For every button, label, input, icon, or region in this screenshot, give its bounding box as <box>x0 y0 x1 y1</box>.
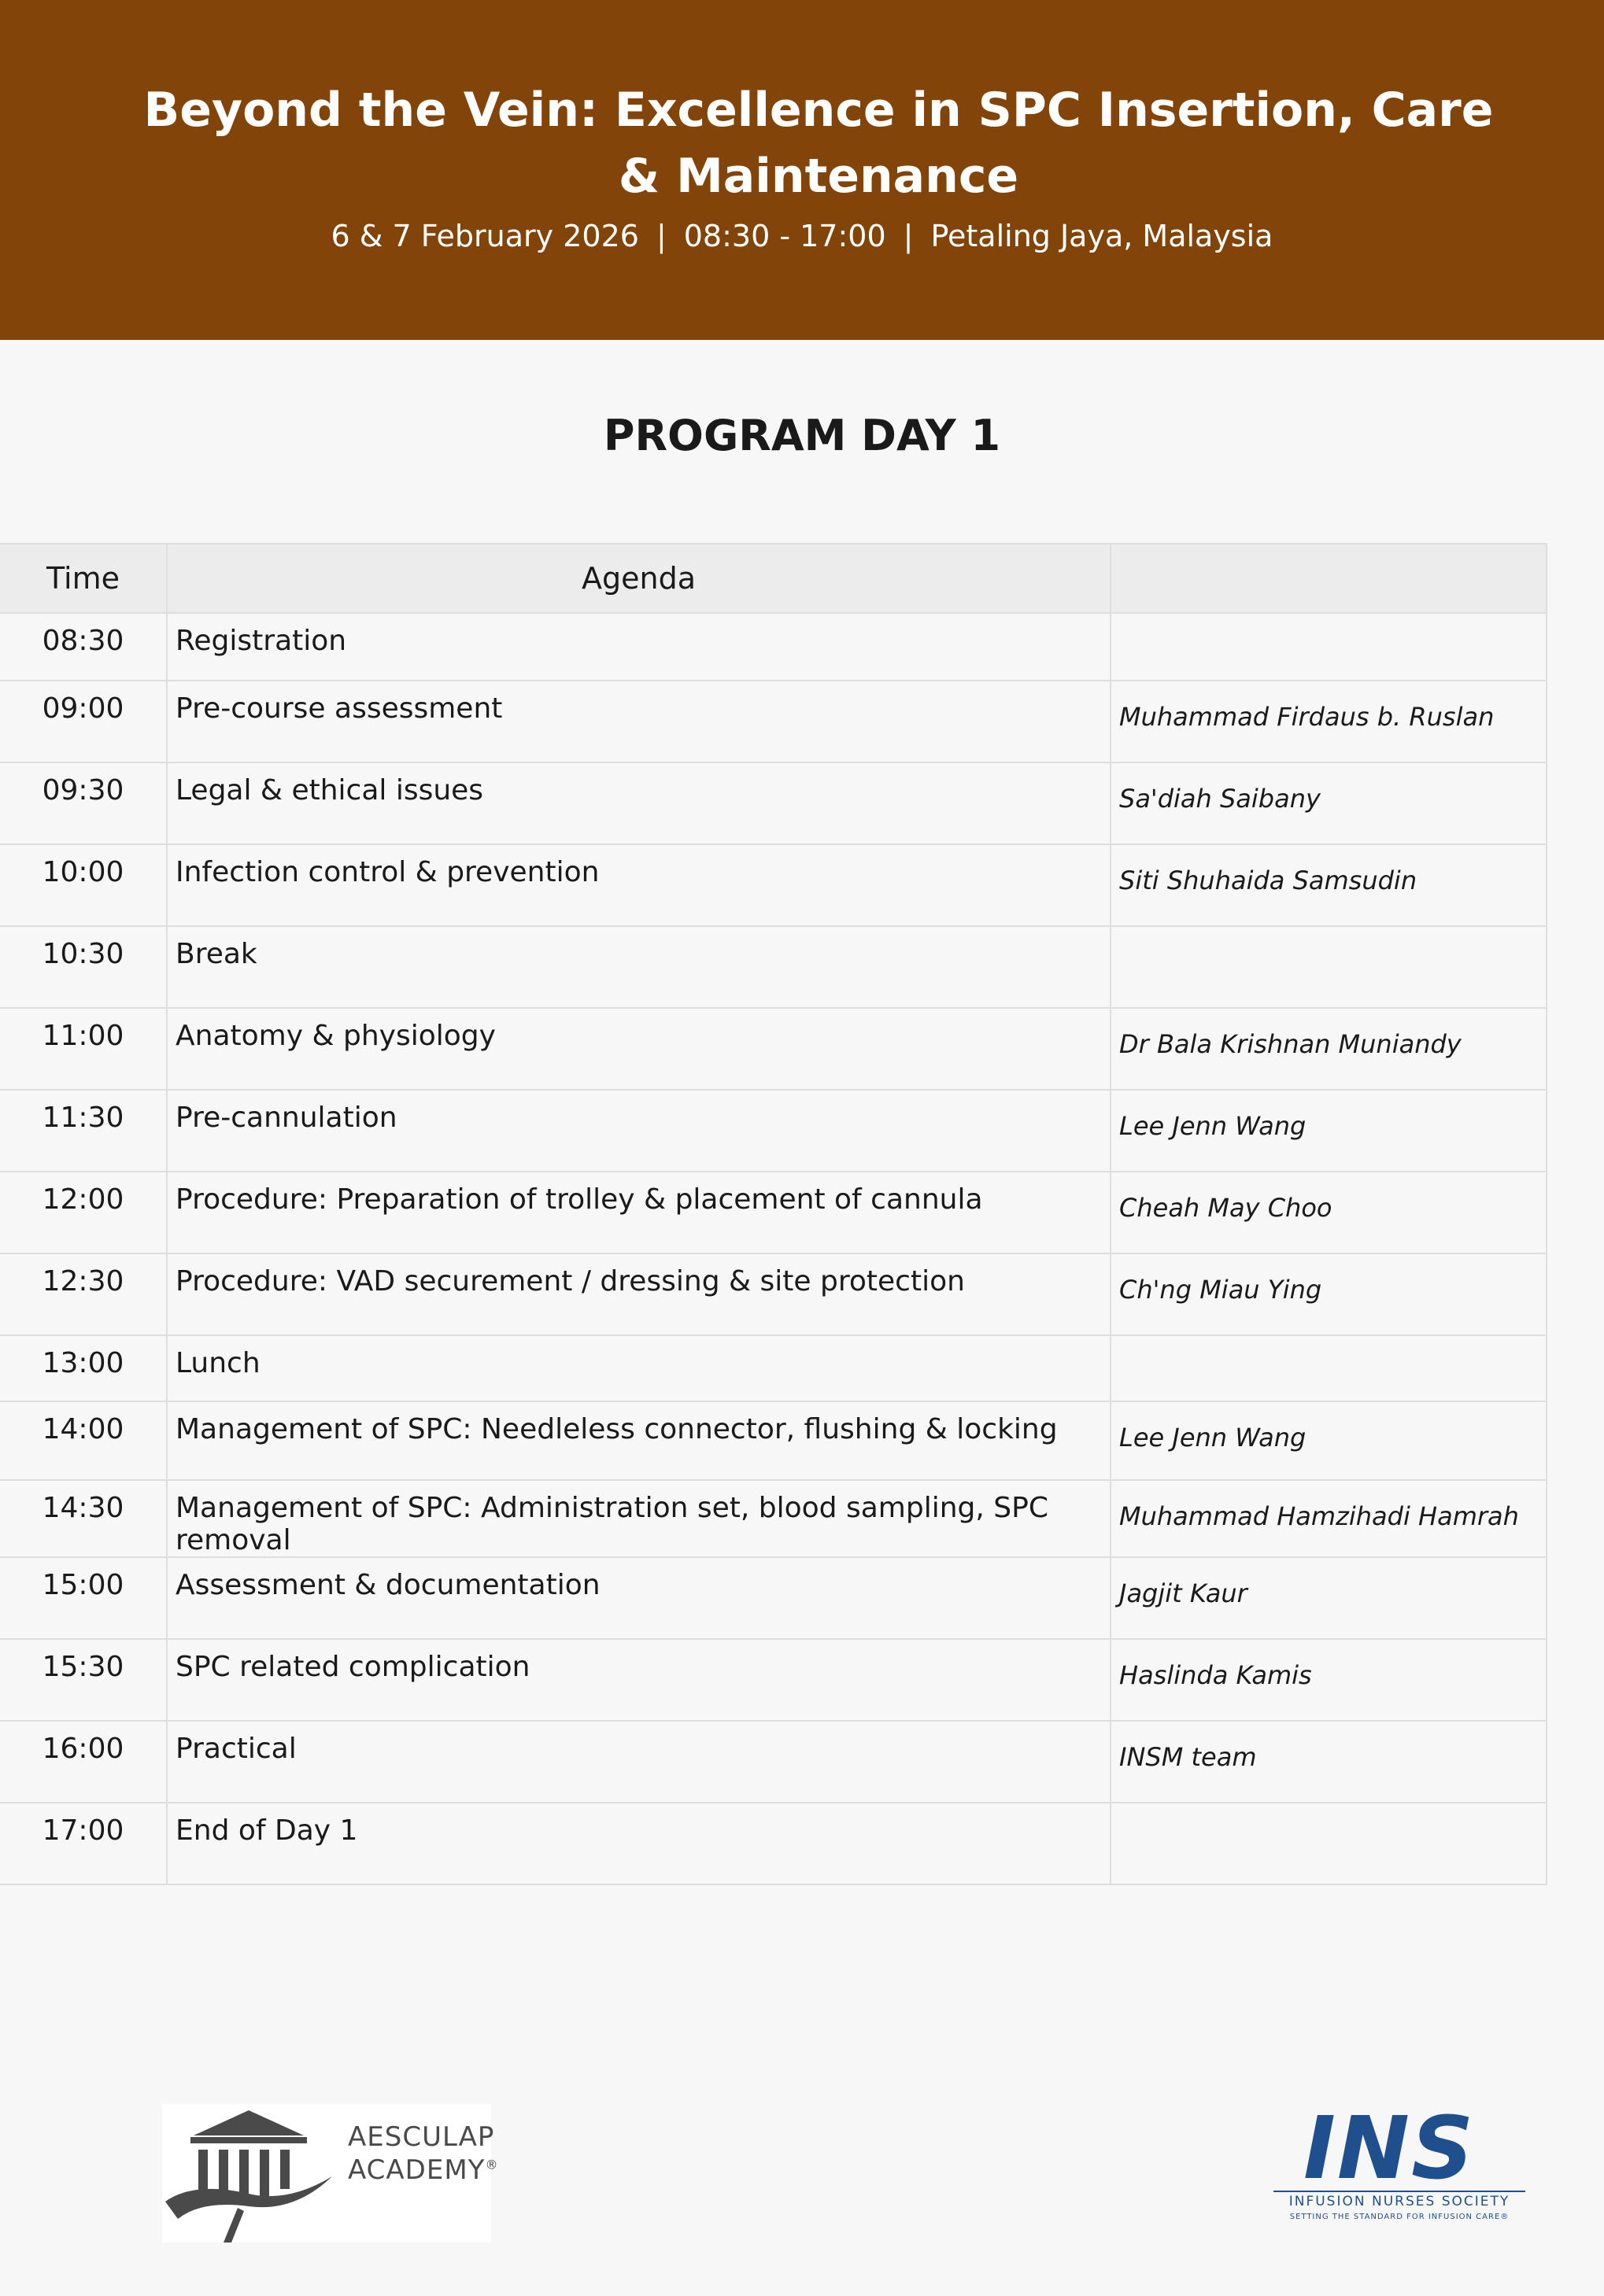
table-row <box>0 681 1547 762</box>
time-cell: 08:30 <box>0 613 167 681</box>
time-cell: 13:00 <box>0 1335 167 1401</box>
speaker-cell: INSM team <box>1111 1721 1547 1803</box>
agenda-item-cell: Break <box>167 926 1111 1008</box>
agenda-item-cell: Pre-course assessment <box>167 681 1111 762</box>
speaker-cell <box>1111 926 1547 1008</box>
event-details <box>0 214 1604 258</box>
agenda-item-cell: SPC related complication <box>167 1639 1111 1721</box>
time-cell: 09:00 <box>0 681 167 762</box>
agenda-item-cell: Pre-cannulation <box>167 1090 1111 1172</box>
time-cell: 14:00 <box>0 1401 167 1480</box>
ins-tagline: SETTING THE STANDARD FOR INFUSION CARE® <box>1289 2213 1510 2221</box>
event-dates: 6 & 7 February 2026 <box>331 219 639 253</box>
speaker-cell: Siti Shuhaida Samsudin <box>1111 844 1547 926</box>
time-cell: 11:30 <box>0 1090 167 1172</box>
ins-logo <box>1267 2098 1527 2227</box>
table-header-row <box>0 544 1547 613</box>
table-row <box>0 1335 1547 1401</box>
time-column-header: Time <box>0 544 167 613</box>
table-row <box>0 762 1547 844</box>
speaker-column-header <box>1111 544 1547 613</box>
ins-wordmark: INS <box>1303 2098 1476 2198</box>
agenda-item-cell: Management of SPC: Administration set, blood sampling, SPC removal <box>167 1480 1111 1557</box>
speaker-cell: Muhammad Firdaus b. Ruslan <box>1111 681 1547 762</box>
speaker-cell: Dr Bala Krishnan Muniandy <box>1111 1008 1547 1090</box>
time-cell: 11:00 <box>0 1008 167 1090</box>
speaker-cell: Muhammad Hamzihadi Hamrah <box>1111 1480 1547 1557</box>
separator: | <box>903 219 914 253</box>
agenda-rows <box>0 613 1547 1884</box>
time-cell: 16:00 <box>0 1721 167 1803</box>
aesculap-temple-icon <box>162 2104 335 2242</box>
speaker-cell: Lee Jenn Wang <box>1111 1090 1547 1172</box>
table-row <box>0 1090 1547 1172</box>
agenda-item-cell: Registration <box>167 613 1111 681</box>
agenda-item-cell: Procedure: Preparation of trolley & placement of cannula <box>167 1172 1111 1253</box>
table-row <box>0 844 1547 926</box>
table-row <box>0 1557 1547 1639</box>
agenda-item-cell: Legal & ethical issues <box>167 762 1111 844</box>
event-title: Beyond the Vein: Excellence in SPC Insertion, Care & Maintenance <box>143 83 1494 204</box>
time-cell: 10:00 <box>0 844 167 926</box>
agenda-item-cell: End of Day 1 <box>167 1803 1111 1884</box>
time-cell: 12:30 <box>0 1253 167 1335</box>
agenda-item-cell: Management of SPC: Needleless connector, flushing & locking <box>167 1401 1111 1480</box>
event-header <box>0 0 1604 340</box>
table-row <box>0 1008 1547 1090</box>
time-cell: 12:00 <box>0 1172 167 1253</box>
program-title: PROGRAM DAY 1 <box>603 411 1001 460</box>
aesculap-academy-logo <box>162 2104 499 2242</box>
agenda-item-cell: Anatomy & physiology <box>167 1008 1111 1090</box>
speaker-cell <box>1111 1803 1547 1884</box>
agenda-item-cell: Assessment & documentation <box>167 1557 1111 1639</box>
time-cell: 10:30 <box>0 926 167 1008</box>
table-row <box>0 1639 1547 1721</box>
table-row <box>0 1480 1547 1557</box>
agenda-item-cell: Lunch <box>167 1335 1111 1401</box>
event-location: Petaling Jaya, Malaysia <box>930 219 1273 253</box>
table-row <box>0 1253 1547 1335</box>
table-row <box>0 1803 1547 1884</box>
agenda-item-cell: Infection control & prevention <box>167 844 1111 926</box>
speaker-cell: Sa'diah Saibany <box>1111 762 1547 844</box>
time-cell: 15:30 <box>0 1639 167 1721</box>
speaker-cell <box>1111 613 1547 681</box>
speaker-cell: Ch'ng Miau Ying <box>1111 1253 1547 1335</box>
agenda-table <box>0 543 1547 1885</box>
speaker-cell: Cheah May Choo <box>1111 1172 1547 1253</box>
time-cell: 14:30 <box>0 1480 167 1557</box>
agenda-item-cell: Procedure: VAD securement / dressing & site protection <box>167 1253 1111 1335</box>
speaker-cell: Jagjit Kaur <box>1111 1557 1547 1639</box>
time-cell: 09:30 <box>0 762 167 844</box>
speaker-cell <box>1111 1335 1547 1401</box>
speaker-cell: Lee Jenn Wang <box>1111 1401 1547 1480</box>
logo-text-line2: ACADEMY® <box>348 2154 499 2186</box>
agenda-item-cell: Practical <box>167 1721 1111 1803</box>
table-row <box>0 926 1547 1008</box>
ins-name: INFUSION NURSES SOCIETY <box>1273 2191 1525 2209</box>
logo-text-line1: AESCULAP <box>348 2121 495 2153</box>
time-cell: 15:00 <box>0 1557 167 1639</box>
table-row <box>0 1401 1547 1480</box>
table-row <box>0 1172 1547 1253</box>
time-cell: 17:00 <box>0 1803 167 1884</box>
event-hours: 08:30 - 17:00 <box>683 219 886 253</box>
separator: | <box>656 219 667 253</box>
speaker-cell: Haslinda Kamis <box>1111 1639 1547 1721</box>
table-row <box>0 1721 1547 1803</box>
agenda-column-header: Agenda <box>167 544 1111 613</box>
table-row <box>0 613 1547 681</box>
